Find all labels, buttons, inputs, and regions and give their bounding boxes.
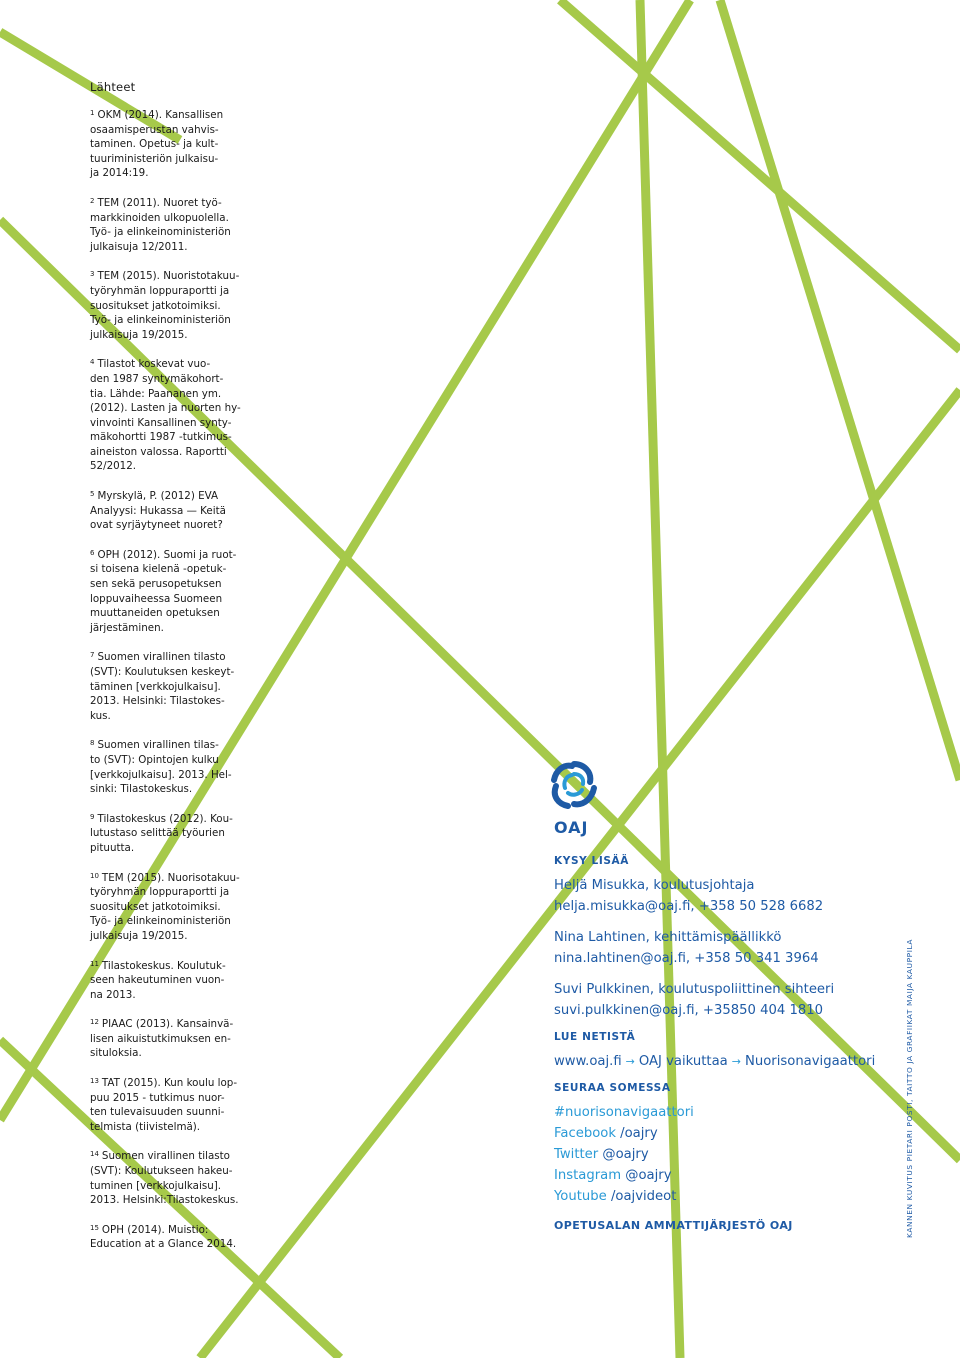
reference-text-line: PIAAC (2013). Kansainvä-	[101, 1018, 234, 1031]
reference-text-line: suositukset jatkotoimiksi.	[90, 299, 221, 312]
reference-text-line: 2013. Helsinki:Tilastokeskus.	[90, 1194, 239, 1207]
arrow-right-icon: →	[625, 1055, 635, 1068]
organization-name: OPETUSALAN AMMATTIJÄRJESTÖ OAJ	[554, 1219, 793, 1232]
reference-text-line: to (SVT): Opintojen kulku	[90, 753, 219, 766]
reference-text-line: Tilastokeskus. Koulutuk-	[101, 959, 226, 972]
oaj-logo	[550, 760, 598, 837]
reference-item	[90, 487, 255, 533]
reference-text-line: TEM (2015). Nuorisotakuu-	[101, 871, 240, 884]
reference-text-line: mäkohortti 1987 -tutkimus-	[90, 431, 232, 444]
reference-number: 15	[90, 1223, 99, 1232]
ask-heading: KYSY LISÄÄ	[554, 855, 629, 867]
online-path	[554, 1051, 894, 1072]
reference-number: 10	[90, 871, 99, 880]
reference-text-line: muuttaneiden opetuksen	[90, 607, 220, 620]
arrow-right-icon: →	[731, 1055, 741, 1068]
reference-text-line: Tilastokeskus (2012). Kou-	[97, 812, 233, 825]
person-3-name: Suvi Pulkkinen, koulutuspoliittinen sihteeri	[554, 982, 835, 997]
reference-text-line: työryhmän loppuraportti ja	[90, 886, 230, 899]
reference-text-line: ovat syrjäytyneet nuoret?	[90, 519, 223, 532]
reference-number: 12	[90, 1018, 99, 1027]
online-link-section[interactable]: OAJ vaikuttaa	[638, 1054, 728, 1069]
reference-text-line: puu 2015 - tutkimus nuor-	[90, 1091, 225, 1104]
sources-section	[90, 80, 255, 1265]
reference-text-line: telmista (tiivistelmä).	[90, 1120, 201, 1133]
online-link-page[interactable]: Nuorisonavigaattori	[745, 1054, 876, 1069]
reference-item	[90, 546, 255, 636]
reference-text-line: Myrskylä, P. (2012) EVA	[97, 490, 219, 503]
person-2-detail[interactable]: nina.lahtinen@oaj.fi, +358 50 341 3964	[554, 951, 819, 966]
instagram-handle: @oajry	[625, 1168, 672, 1183]
reference-number: 9	[90, 812, 95, 821]
reference-number: 5	[90, 490, 95, 499]
reference-text-line: täminen [verkkojulkaisu].	[90, 680, 221, 693]
reference-text-line: Analyysi: Hukassa — Keitä	[90, 504, 226, 517]
reference-text-line: Työ- ja elinkeinoministeriön	[90, 314, 231, 327]
reference-text-line: loppuvaiheessa Suomeen	[90, 592, 223, 605]
reference-number: 7	[90, 651, 95, 660]
reference-text-line: ten tulevaisuuden suunni-	[90, 1106, 225, 1119]
reference-text-line: lisen aikuistutkimuksen en-	[90, 1032, 231, 1045]
reference-text-line: suositukset jatkotoimiksi.	[90, 900, 221, 913]
reference-item	[90, 957, 255, 1003]
reference-text-line: OKM (2014). Kansallisen	[97, 109, 224, 121]
reference-text-line: tuminen [verkkojulkaisu].	[90, 1179, 222, 1192]
reference-text-line: si toisena kielenä -opetuk-	[90, 563, 227, 576]
twitter-handle: @oajry	[602, 1147, 649, 1162]
reference-text-line: Suomen virallinen tilas-	[97, 739, 219, 752]
reference-text-line: työryhmän loppuraportti ja	[90, 284, 230, 297]
online-heading: LUE NETISTÄ	[554, 1031, 636, 1043]
reference-text-line: aineiston valossa. Raportti	[90, 445, 227, 458]
reference-text-line: julkaisuja 19/2015.	[90, 328, 188, 341]
reference-number: 6	[90, 548, 95, 557]
reference-text-line: julkaisuja 19/2015.	[90, 929, 188, 942]
instagram-label: Instagram	[554, 1168, 622, 1183]
reference-text-line: sinki: Tilastokeskus.	[90, 783, 193, 796]
person-2-name: Nina Lahtinen, kehittämispäällikkö	[554, 930, 782, 945]
reference-text-line: Suomen virallinen tilasto	[101, 1150, 230, 1163]
twitter-label: Twitter	[554, 1147, 599, 1162]
reference-number: 4	[90, 358, 95, 367]
reference-number: 14	[90, 1150, 99, 1159]
reference-number: 3	[90, 270, 95, 279]
reference-text-line: tuuriministeriön julkaisu-	[90, 152, 219, 165]
reference-text-line: sen sekä perusopetuksen	[90, 578, 222, 591]
reference-text-line: OPH (2012). Suomi ja ruot-	[97, 548, 237, 561]
youtube-handle: /oajvideot	[610, 1189, 677, 1204]
facebook-label: Facebook	[554, 1126, 616, 1141]
reference-text-line: Työ- ja elinkeinoministeriön	[90, 915, 231, 928]
reference-item	[90, 106, 255, 181]
reference-text-line: [verkkojulkaisu]. 2013. Hel-	[90, 768, 232, 781]
reference-number: 13	[90, 1077, 99, 1086]
reference-text-line: ja 2014:19.	[90, 167, 149, 180]
reference-text-line: (SVT): Koulutukseen hakeu-	[90, 1165, 233, 1178]
reference-item	[90, 1015, 255, 1061]
reference-item	[90, 869, 255, 944]
reference-item	[90, 1221, 255, 1252]
reference-item	[90, 1074, 255, 1134]
reference-number: 1	[90, 109, 95, 117]
reference-text-line: järjestäminen.	[90, 621, 164, 634]
reference-item	[90, 648, 255, 723]
reference-item	[90, 267, 255, 342]
reference-number: 8	[90, 739, 95, 748]
reference-text-line: (SVT): Koulutuksen keskeyt-	[90, 666, 235, 678]
reference-text-line: vinvointi Kansallinen synty-	[90, 416, 232, 429]
reference-text-line: (2012). Lasten ja nuorten hy-	[90, 402, 241, 415]
social-twitter[interactable]	[554, 1144, 894, 1165]
reference-text-line: julkaisuja 12/2011.	[90, 240, 188, 253]
reference-text-line: 2013. Helsinki: Tilastokes-	[90, 695, 225, 708]
contact-section	[554, 855, 894, 1232]
reference-item	[90, 355, 255, 474]
reference-text-line: OPH (2014). Muistio:	[101, 1223, 209, 1236]
reference-text-line: osaamisperustan vahvis-	[90, 123, 219, 136]
reference-text-line: Education at a Glance 2014.	[90, 1238, 237, 1251]
reference-number: 11	[90, 959, 99, 968]
reference-text-line: Suomen virallinen tilasto	[97, 651, 226, 664]
reference-item	[90, 736, 255, 796]
logo-text: OAJ	[554, 818, 589, 837]
reference-item	[90, 810, 255, 856]
facebook-handle: /oajry	[620, 1126, 658, 1141]
reference-item	[90, 194, 255, 254]
reference-text-line: kus.	[90, 709, 111, 722]
hashtag[interactable]: #nuorisonavigaattori	[554, 1105, 694, 1120]
reference-text-line: TEM (2011). Nuoret työ-	[97, 196, 222, 209]
person-1-name: Heljä Misukka, koulutusjohtaja	[554, 878, 755, 893]
sources-heading: Lähteet	[90, 80, 136, 94]
reference-number: 2	[90, 196, 95, 205]
reference-text-line: den 1987 syntymäkohort-	[90, 372, 224, 385]
online-link-site[interactable]: www.oaj.fi	[554, 1054, 622, 1069]
reference-text-line: situloksia.	[90, 1047, 142, 1060]
reference-text-line: Työ- ja elinkeinoministeriön	[90, 226, 231, 239]
reference-text-line: TEM (2015). Nuoristotakuu-	[97, 270, 240, 283]
reference-text-line: na 2013.	[90, 988, 136, 1001]
reference-text-line: markkinoiden ulkopuolella.	[90, 211, 229, 224]
reference-text-line: 52/2012.	[90, 460, 137, 473]
social-instagram[interactable]	[554, 1165, 894, 1186]
reference-text-line: lutustaso selittää työurien	[90, 827, 225, 840]
reference-text-line: taminen. Opetus- ja kult-	[90, 138, 219, 151]
reference-text-line: seen hakeutuminen vuon-	[90, 974, 225, 987]
youtube-label: Youtube	[554, 1189, 607, 1204]
reference-text-line: TAT (2015). Kun koulu lop-	[101, 1077, 238, 1090]
reference-list	[90, 106, 255, 1252]
person-3-detail[interactable]: suvi.pulkkinen@oaj.fi, +35850 404 1810	[554, 1003, 824, 1018]
oaj-swirl-icon	[550, 760, 598, 812]
reference-text-line: pituutta.	[90, 841, 135, 854]
social-heading: SEURAA SOMESSA	[554, 1082, 671, 1094]
person-1-detail[interactable]: helja.misukka@oaj.fi, +358 50 528 6682	[554, 899, 824, 914]
social-facebook[interactable]	[554, 1123, 894, 1144]
reference-item	[90, 1147, 255, 1207]
reference-text-line: tia. Lähde: Paananen ym.	[90, 387, 222, 400]
social-youtube[interactable]	[554, 1186, 894, 1207]
reference-text-line: Tilastot koskevat vuo-	[97, 358, 211, 371]
credits-vertical: KANNEN KUVITUS PIETARI POSTI, TAITTO JA GRAFIIKAT MAIJA KAUPPILA	[905, 938, 914, 1238]
